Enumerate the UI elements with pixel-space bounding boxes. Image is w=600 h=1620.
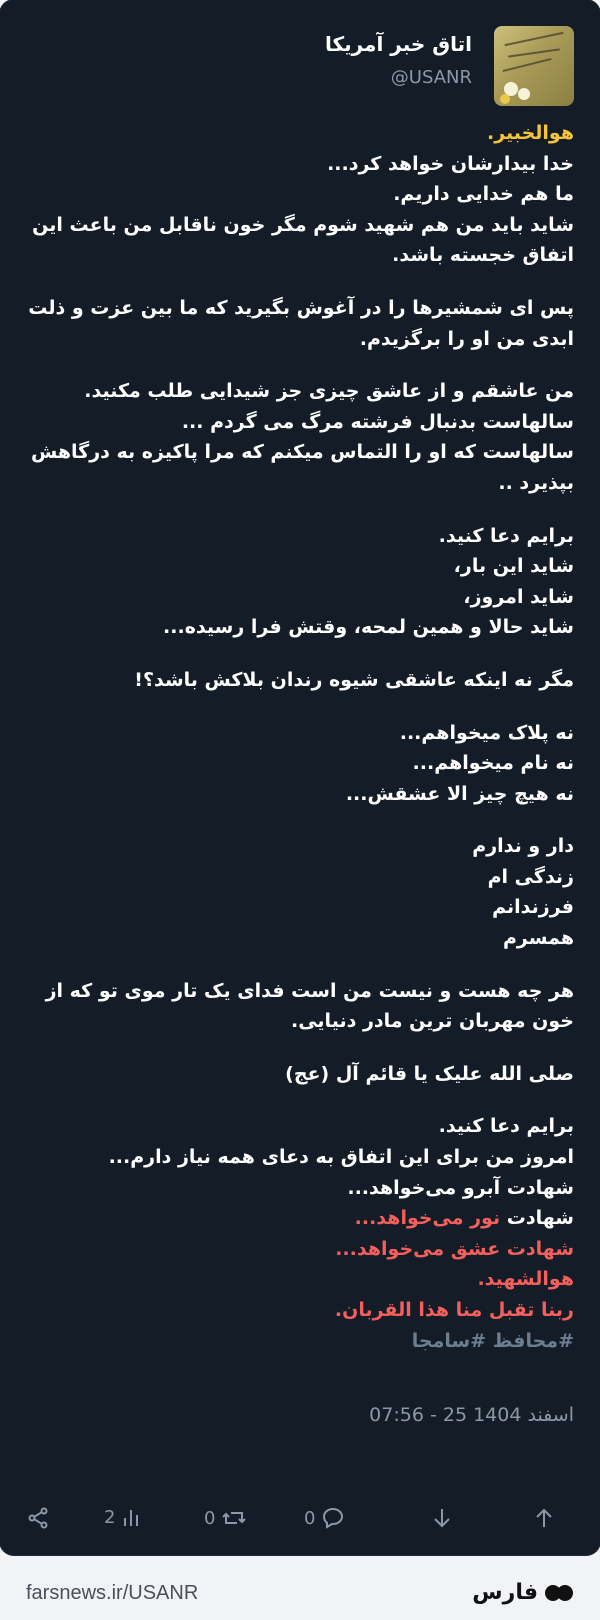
- logo-mark-icon: [544, 1583, 574, 1603]
- display-name[interactable]: اتاق خبر آمریکا: [324, 32, 472, 56]
- text-fragment: شهادت: [506, 1207, 574, 1230]
- heading-line: هوالخبیر.: [487, 122, 574, 144]
- footer-url[interactable]: farsnews.ir/USANR: [26, 1582, 199, 1604]
- views-button[interactable]: [104, 1506, 143, 1528]
- text-line: [22, 1203, 574, 1234]
- avatar[interactable]: [494, 26, 574, 106]
- text-line: شاید حالا و همین لمحه، وقتش فرا رسیده...: [163, 616, 574, 639]
- text-line: شهادت آبرو می‌خواهد...: [347, 1176, 574, 1199]
- analytics-icon: [121, 1506, 143, 1528]
- text-line: شاید امروز،: [463, 585, 574, 608]
- arrow-down-icon: [430, 1506, 454, 1530]
- text-line: خدا بیدارشان خواهد کرد...: [327, 152, 574, 175]
- highlight-line: ربنا تقبل منا هذا القربان.: [334, 1299, 574, 1321]
- text-line: همسرم: [503, 927, 574, 950]
- text-line: هر چه هست و نیست من است فدای یک تار موی تو که از خون مهربان ترین مادر دنیایی.: [45, 979, 574, 1033]
- reply-button[interactable]: [304, 1506, 345, 1530]
- text-line: نه نام میخواهم...: [412, 752, 574, 775]
- timestamp[interactable]: 07:56 - 25 اسفند 1404: [369, 1404, 574, 1426]
- text-line: سالهاست که او را التماس میکنم که مرا پاکیزه به درگاهش بپذیرد ..: [31, 441, 574, 494]
- text-line: نه پلاک میخواهم...: [399, 721, 574, 744]
- retweet-icon: [221, 1506, 247, 1530]
- text-line: صلی الله علیک یا قائم آل (عج): [285, 1062, 574, 1085]
- text-line: امروز من برای این اتفاق به دعای همه نیاز دارم...: [108, 1146, 574, 1169]
- action-bar: [0, 1500, 600, 1540]
- arrow-up-icon: [532, 1506, 556, 1530]
- text-line: ما هم خدایی داریم.: [393, 183, 574, 206]
- brand-logo[interactable]: [472, 1580, 574, 1605]
- text-line: فرزندانم: [492, 896, 574, 919]
- text-line: برایم دعا کنید.: [438, 524, 574, 547]
- highlight-fragment: نور می‌خواهد...: [354, 1207, 501, 1230]
- retweet-count: 0: [204, 1507, 216, 1529]
- user-handle[interactable]: @USANR: [390, 67, 472, 88]
- text-line: زندگی ام: [487, 865, 574, 888]
- logo-text: فارس: [472, 1580, 538, 1605]
- text-line: پس ای شمشیرها را در آغوش بگیرید که ما بین عزت و ذلت ابدی من او را برگزیدم.: [28, 296, 574, 350]
- text-line: شاید باید من هم شهید شوم مگر خون ناقابل من باعث این اتفاق خجسته باشد.: [32, 213, 574, 267]
- highlight-line: هوالشهید.: [477, 1268, 574, 1291]
- retweet-button[interactable]: [204, 1506, 247, 1530]
- share-button[interactable]: [26, 1506, 50, 1530]
- hashtags[interactable]: #محافظ #سامجا: [411, 1329, 574, 1352]
- text-line: برایم دعا کنید.: [438, 1115, 574, 1138]
- views-count: 2: [104, 1506, 116, 1528]
- tweet-header: [14, 24, 574, 108]
- text-line: دار و ندارم: [472, 835, 574, 858]
- up-button[interactable]: [532, 1506, 556, 1530]
- text-line: شاید این بار،: [453, 555, 574, 578]
- down-button[interactable]: [430, 1506, 454, 1530]
- tweet-body: [22, 118, 574, 1356]
- text-line: نه هیچ چیز الا عشقش...: [345, 782, 574, 805]
- text-line: سالهاست بدنبال فرشته مرگ می گردم ...: [181, 410, 574, 433]
- footer-bar: [0, 1566, 600, 1620]
- highlight-line: شهادت عشق می‌خواهد...: [335, 1237, 574, 1260]
- text-line: مگر نه اینکه عاشقی شیوه رندان بلاکش باشد؟!: [134, 668, 574, 691]
- text-line: من عاشقم و از عاشق چیزی جز شیدایی طلب مکنید.: [84, 380, 574, 403]
- share-icon: [26, 1506, 50, 1530]
- reply-icon: [321, 1506, 345, 1530]
- reply-count: 0: [304, 1507, 316, 1529]
